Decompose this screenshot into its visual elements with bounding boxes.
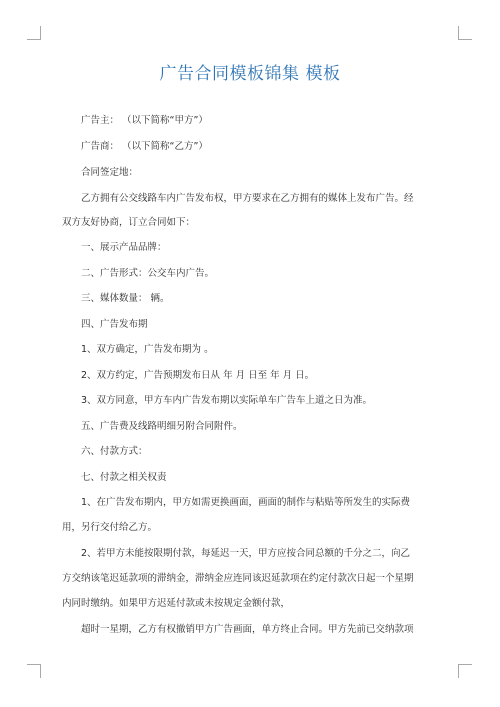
clause-7-item-2-line-2: 方交纳该笔迟延款项的滞纳金，滞纳金应连同该迟延款项在约定付款次日起一个星期 xyxy=(62,573,414,584)
clause-5-fees: 五、广告费及线路明细另附合同附件。 xyxy=(81,421,243,432)
intro-paragraph-line-1: 乙方拥有公交线路车内广告发布权，甲方要求在乙方拥有的媒体上发布广告。经 xyxy=(81,193,414,204)
advertiser-line: 广告主： （以下简称“甲方”） xyxy=(81,115,208,126)
crop-mark-top-right xyxy=(458,26,472,40)
clause-4-item-1: 1、双方确定，广告发布期为 。 xyxy=(81,344,214,355)
crop-mark-bottom-left xyxy=(27,664,41,678)
signing-place-line: 合同签定地： xyxy=(81,167,139,178)
clause-4-item-2: 2、双方约定，广告预期发布日从 年 月 日至 年 月 日。 xyxy=(81,370,315,381)
clause-7-item-2-line-3: 内同时缴纳。如果甲方迟延付款或未按规定金额付款， xyxy=(62,598,291,609)
clause-7-item-1-line-1: 1、在广告发布期内，甲方如需更换画面，画面的制作与粘贴等所发生的实际费 xyxy=(81,497,411,508)
clause-2-ad-form: 二、广告形式：公交车内广告。 xyxy=(81,268,215,279)
clause-4-item-3: 3、双方同意，甲方车内广告发布期以实际单车广告车上道之日为准。 xyxy=(81,395,373,406)
clause-6-payment-method: 六、付款方式： xyxy=(81,446,148,457)
clause-1-brand: 一、展示产品品牌： xyxy=(81,242,167,253)
crop-mark-top-left xyxy=(27,26,41,40)
clause-7-item-1-line-2: 用，另行交付给乙方。 xyxy=(62,522,158,533)
ad-agency-line: 广告商： （以下简称“乙方”） xyxy=(81,141,208,152)
clause-7-item-2-line-1: 2、若甲方未能按限期付款，每延迟一天，甲方应按合同总额的千分之二，向乙 xyxy=(81,548,411,559)
clause-4-publish-period: 四、广告发布期 xyxy=(81,319,148,330)
document-title: 广告合同模板锦集 模板 xyxy=(159,64,341,84)
intro-paragraph-line-2: 双方友好协商，订立合同如下： xyxy=(62,217,196,228)
clause-7-item-2-line-4: 超时一星期，乙方有权撤销甲方广告画面，单方终止合同。甲方先前已交纳款项 xyxy=(81,624,414,635)
clause-3-media-count: 三、媒体数量： 辆。 xyxy=(81,293,170,304)
crop-mark-bottom-right xyxy=(458,664,472,678)
clause-7-payment-rights: 七、付款之相关权责 xyxy=(81,472,167,483)
